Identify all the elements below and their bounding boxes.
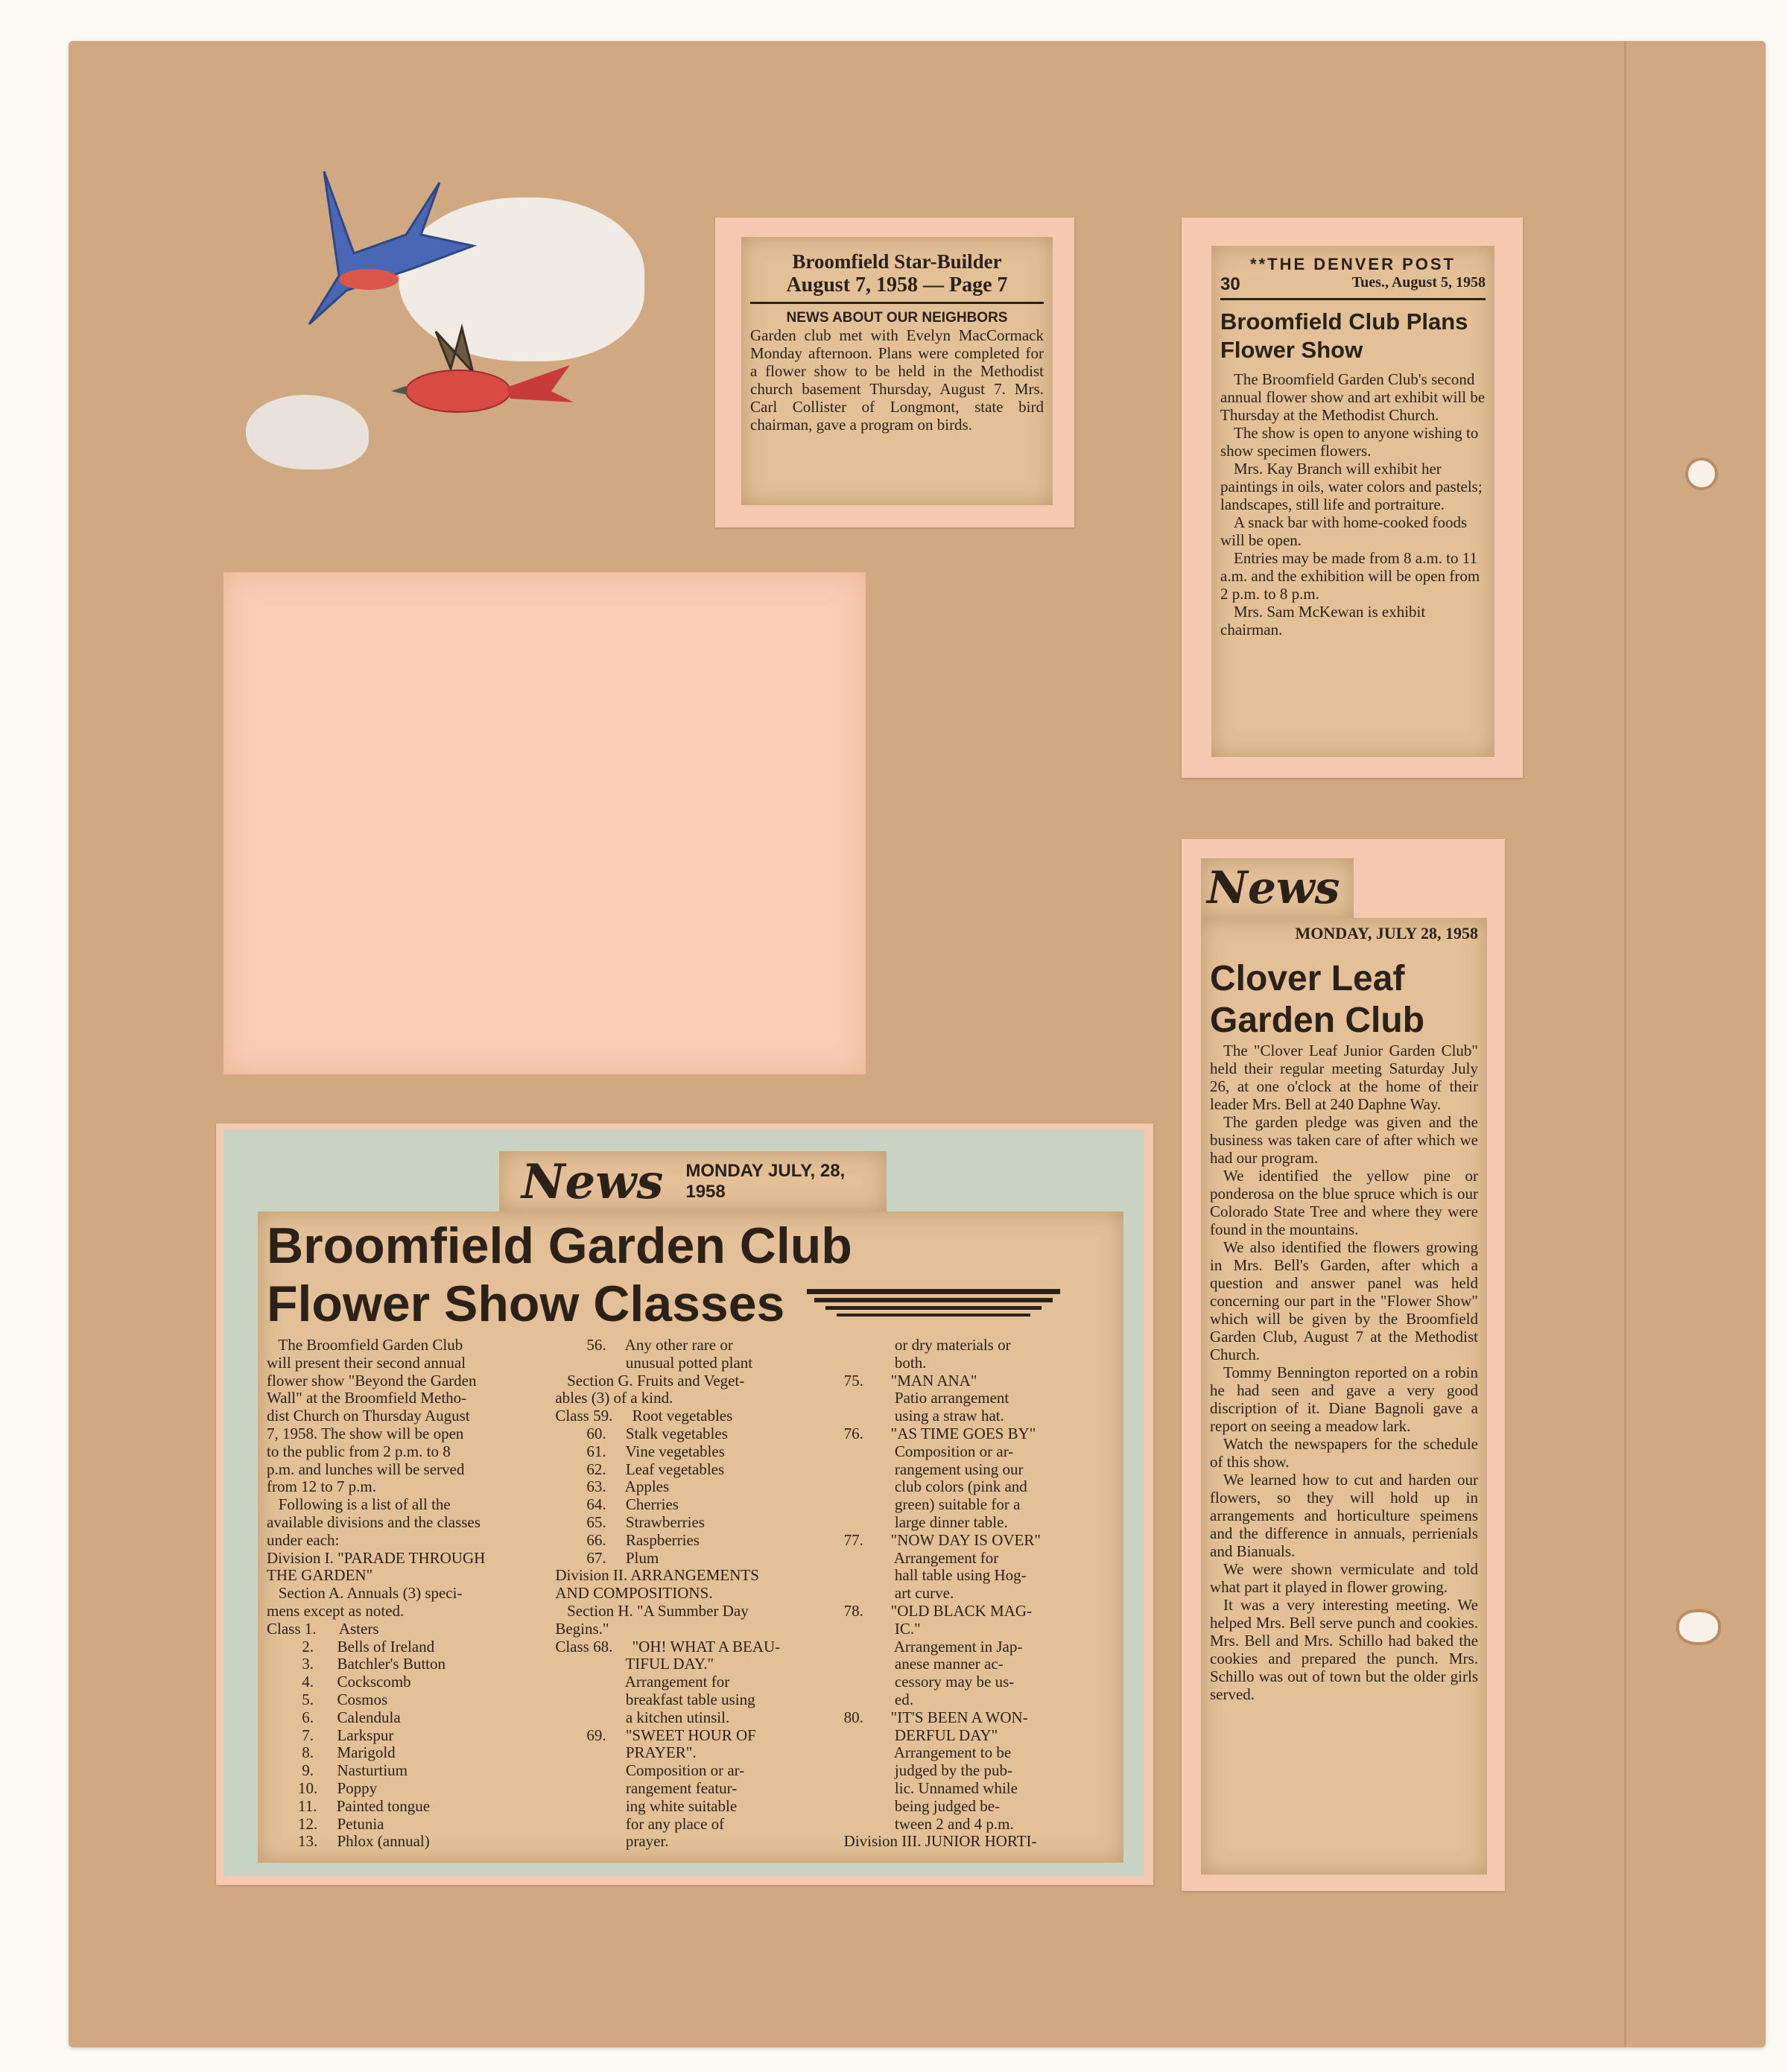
clipping-clover-leaf <box>1201 918 1487 1875</box>
col3-line: judged by the pub- <box>843 1761 1012 1780</box>
col3-line: Arrangement to be <box>843 1743 1012 1762</box>
clover-p5: Tommy Bennington reported on a robin he had seen and gave a very good discription of it. Diane Bagnoli gave a report on seeing a meadow lark. <box>1210 1363 1478 1435</box>
col2-line: Class 59. Root vegetables <box>555 1407 733 1425</box>
col2-line: 66. Raspberries <box>555 1530 700 1549</box>
clipping-flower-show-classes <box>258 1211 1123 1863</box>
col3-line: ed. <box>843 1690 913 1708</box>
col2-line: Arrangement for <box>555 1673 730 1691</box>
col2-line: Begins." <box>555 1619 609 1638</box>
col3-line: green) suitable for a <box>843 1495 1021 1514</box>
col2-line: unusual potted plant <box>555 1353 753 1372</box>
col2-line: 63. Apples <box>555 1477 670 1496</box>
col1-line: 7. Larkspur <box>267 1726 394 1744</box>
denver-post-p6: Mrs. Sam McKewan is exhibit chairman. <box>1220 603 1426 639</box>
denver-post-masthead: **THE DENVER POST <box>1250 255 1456 273</box>
col2-line: for any place of <box>555 1814 725 1833</box>
col1-line: Following is a list of all the <box>267 1495 451 1514</box>
denver-post-p5: Entries may be made from 8 a.m. to 11 a.m. and the exhibition will be open from 2 p.m. to 8 p.m. <box>1220 549 1480 603</box>
denver-post-date: Tues., August 5, 1958 <box>1351 274 1486 291</box>
col3-line: Patio arrangement <box>843 1389 1009 1407</box>
col3-line: lic. Unnamed while <box>843 1778 1018 1797</box>
star-builder-date: August 7, 1958 — Page 7 <box>750 273 1044 304</box>
col3-line: Arrangement for <box>843 1548 999 1567</box>
classes-date: MONDAY JULY, 28, 1958 <box>685 1161 846 1202</box>
col1-line: 8. Marigold <box>267 1743 396 1762</box>
col3-line: Composition or ar- <box>843 1442 1014 1460</box>
clover-headline-2: Garden Club <box>1210 1001 1425 1040</box>
col3-line: DERFUL DAY" <box>843 1726 998 1744</box>
clover-p1: The "Clover Leaf Junior Garden Club" held their regular meeting Saturday July 26, at one o'clock at the home of their leader Mrs. Bell at 240 Daphne Way. <box>1210 1042 1478 1113</box>
col2-line: 67. Plum <box>555 1548 659 1567</box>
col1-line: flower show "Beyond the Garden <box>267 1371 477 1390</box>
col1-line: 11. Painted tongue <box>267 1796 431 1815</box>
col1-line: Class 1. Asters <box>267 1619 379 1638</box>
col3-line: 80. "IT'S BEEN A WON- <box>843 1708 1028 1726</box>
star-builder-body: Garden club met with Evelyn MacCormack Monday afternoon. Plans were completed for a flower show to be held in the Methodist church basement Thursday, August 7. Mrs. Carl Collister of Longmont, state bird chairman, gave a program on birds. <box>750 326 1044 434</box>
decorative-rule-lines <box>807 1286 1060 1322</box>
col3-line: hall table using Hog- <box>843 1566 1027 1585</box>
col1-line: to the public from 2 p.m. to 8 <box>267 1442 451 1460</box>
redbird-icon <box>391 320 577 432</box>
col2-line: prayer. <box>555 1832 669 1851</box>
col1-line: 4. Cockscomb <box>267 1673 411 1691</box>
col1-line: mens except as noted. <box>267 1601 405 1620</box>
clover-logo-tab <box>1201 858 1354 919</box>
col2-line: Class 68. "OH! WHAT A BEAU- <box>555 1637 781 1656</box>
col3-line: 76. "AS TIME GOES BY" <box>843 1424 1036 1442</box>
col2-line: Division II. ARRANGEMENTS <box>555 1566 759 1585</box>
clover-p4: We also identified the flowers growing in Mrs. Bell's Garden, after which a question and answer panel was held concerning our part in the "Flower Show" which will be given by the Broomfield Garden Club, August 7 at the Methodist Church. <box>1210 1238 1478 1363</box>
col3-line: art curve. <box>843 1584 954 1603</box>
col3-line: cessory may be us- <box>843 1673 1015 1691</box>
col2-line: ables (3) of a kind. <box>555 1389 673 1407</box>
clover-headline-1: Clover Leaf <box>1210 959 1405 998</box>
col1-line: THE GARDEN" <box>267 1566 373 1585</box>
star-builder-section: NEWS ABOUT OUR NEIGHBORS <box>786 310 1008 326</box>
clover-p9: It was a very interesting meeting. We helped Mrs. Bell serve punch and cookies. Mrs. Bell and Mrs. Schillo had baked the cookies and prepared the punch. Mrs. Schillo was out of town but the older girls served. <box>1210 1596 1478 1703</box>
col1-line: Division I. "PARADE THROUGH <box>267 1548 486 1567</box>
col2-line: TIFUL DAY." <box>555 1655 714 1673</box>
col3-line: or dry materials or <box>843 1336 1011 1354</box>
classes-column-2 <box>555 1337 825 1851</box>
col1-line: 10. Poppy <box>267 1778 378 1797</box>
col1-line: 3. Batchler's Button <box>267 1655 446 1673</box>
classes-column-3 <box>844 1337 1115 1851</box>
col1-line: 13. Phlox (annual) <box>267 1832 430 1851</box>
denver-post-p1: The Broomfield Garden Club's second annual flower show and art exhibit will be Thursday at the Methodist Church. <box>1220 370 1486 424</box>
col3-line: Arrangement in Jap- <box>843 1637 1023 1656</box>
col3-line: Division III. JUNIOR HORTI- <box>843 1832 1037 1851</box>
denver-post-page-number: 30 <box>1220 274 1240 294</box>
classes-news-logo: News <box>522 1153 664 1210</box>
col2-line: ing white suitable <box>555 1796 738 1815</box>
star-builder-masthead: Broomfield Star-Builder <box>792 250 1002 273</box>
blank-photo-card <box>224 572 866 1074</box>
col3-line: 78. "OLD BLACK MAG- <box>843 1601 1033 1620</box>
col2-line: breakfast table using <box>555 1690 755 1708</box>
col1-line: 2. Bells of Ireland <box>267 1637 435 1656</box>
col1-line: Section A. Annuals (3) speci- <box>267 1584 463 1603</box>
small-cloud-painting <box>246 395 369 469</box>
page-fold <box>1624 41 1626 2047</box>
classes-column-1 <box>267 1337 537 1851</box>
col2-line: rangement featur- <box>555 1778 738 1797</box>
col2-line: Section G. Fruits and Veget- <box>555 1371 745 1390</box>
col3-line: tween 2 and 4 p.m. <box>843 1814 1014 1833</box>
clipping-denver-post <box>1211 246 1494 757</box>
col1-line: 5. Cosmos <box>267 1690 388 1708</box>
col2-line: 64. Cherries <box>555 1495 679 1514</box>
clover-p6: Watch the newspapers for the schedule of this show. <box>1210 1435 1478 1471</box>
col1-line: available divisions and the classes <box>267 1512 481 1531</box>
denver-post-p2: The show is open to anyone wishing to show specimen flowers. <box>1220 424 1479 460</box>
classes-logo-tab <box>499 1151 887 1212</box>
bluebird-icon <box>302 164 488 328</box>
col2-line: a kitchen utinsil. <box>555 1708 730 1726</box>
col3-line: 77. "NOW DAY IS OVER" <box>843 1530 1041 1549</box>
col3-line: using a straw hat. <box>843 1407 1004 1425</box>
clover-p8: We were shown vermiculate and told what part it played in flower growing. <box>1210 1560 1478 1596</box>
col3-line: IC." <box>843 1619 921 1638</box>
col1-line: 9. Nasturtium <box>267 1761 408 1780</box>
col2-line: 69. "SWEET HOUR OF <box>555 1726 756 1744</box>
classes-headline-1: Broomfield Garden Club <box>267 1217 852 1274</box>
denver-post-p3: Mrs. Kay Branch will exhibit her paintings in oils, water colors and pastels; landscapes, still life and portraiture. <box>1220 460 1483 513</box>
col3-line: both. <box>843 1353 927 1372</box>
denver-post-headline: Broomfield Club Plans Flower Show <box>1220 308 1468 363</box>
col1-line: Wall" at the Broomfield Metho- <box>267 1389 467 1407</box>
clover-date: MONDAY, JULY 28, 1958 <box>1295 924 1478 942</box>
col3-line: being judged be- <box>843 1796 1001 1815</box>
col1-line: from 12 to 7 p.m. <box>267 1477 376 1496</box>
col1-line: 12. Petunia <box>267 1814 384 1833</box>
col3-line: large dinner table. <box>843 1512 1008 1531</box>
col2-line: 62. Leaf vegetables <box>555 1460 725 1478</box>
col1-line: 6. Calendula <box>267 1708 401 1726</box>
col3-line: 75. "MAN ANA" <box>843 1371 977 1390</box>
col1-line: dist Church on Thursday August <box>267 1407 470 1425</box>
col3-line: anese manner ac- <box>843 1655 1004 1673</box>
col1-line: 7, 1958. The show will be open <box>267 1424 464 1442</box>
col3-line: club colors (pink and <box>843 1477 1027 1496</box>
col2-line: Composition or ar- <box>555 1761 745 1780</box>
col2-line: Section H. "A Summber Day <box>555 1601 749 1620</box>
col2-line: PRAYER". <box>555 1743 697 1762</box>
col2-line: 56. Any other rare or <box>555 1336 733 1354</box>
denver-post-p4: A snack bar with home-cooked foods will be open. <box>1220 513 1468 549</box>
binder-hole <box>1685 457 1718 490</box>
col1-line: The Broomfield Garden Club <box>267 1336 463 1354</box>
col3-line: rangement using our <box>843 1460 1024 1478</box>
col1-line: will present their second annual <box>267 1353 466 1372</box>
col2-line: AND COMPOSITIONS. <box>555 1584 713 1603</box>
clover-p7: We learned how to cut and harden our flowers, so they will hold up in arrangements and horticulture speimens and the difference in annuals, perrienials and Bianuals. <box>1210 1471 1478 1560</box>
col1-line: under each: <box>267 1530 340 1549</box>
col1-line: p.m. and lunches will be served <box>267 1460 465 1478</box>
clipping-star-builder <box>741 237 1053 505</box>
col2-line: 65. Strawberries <box>555 1512 705 1531</box>
binder-hole-torn <box>1676 1609 1721 1645</box>
clover-p3: We identified the yellow pine or ponderosa on the blue spruce which is our Colorado State Tree and where they were found in the mountains. <box>1210 1167 1478 1238</box>
clover-p2: The garden pledge was given and the business was taken care of after which we had our program. <box>1210 1113 1478 1167</box>
col2-line: 60. Stalk vegetables <box>555 1424 728 1442</box>
classes-headline-2: Flower Show Classes <box>267 1276 785 1332</box>
clover-news-logo: News <box>1207 862 1340 914</box>
col2-line: 61. Vine vegetables <box>555 1442 725 1460</box>
